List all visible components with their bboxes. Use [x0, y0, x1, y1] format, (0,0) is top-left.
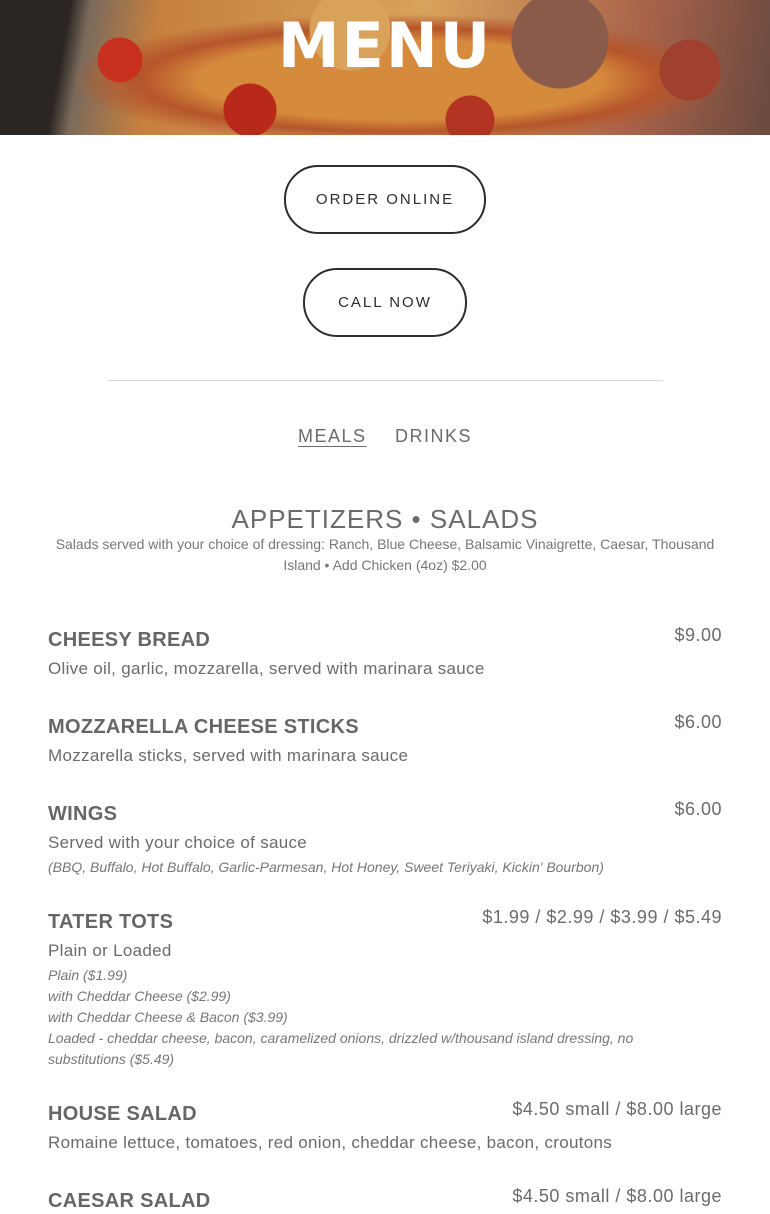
section-title: APPETIZERS • SALADS [231, 504, 539, 534]
item-price: $9.00 [674, 625, 722, 645]
item-price: $4.50 small / $8.00 large [512, 1099, 722, 1119]
item-name: WINGS [48, 803, 118, 825]
item-description: Mozzarella sticks, served with marinara sauce [48, 746, 409, 765]
item-name: MOZZARELLA CHEESE STICKS [48, 716, 359, 738]
item-note: Plain ($1.99) [48, 967, 128, 983]
divider [107, 380, 663, 381]
menu-item [48, 714, 722, 770]
item-name: TATER TOTS [48, 911, 174, 933]
item-price: $6.00 [674, 712, 722, 732]
item-description: Served with your choice of sauce [48, 833, 308, 852]
tab-drinks[interactable]: DRINKS [395, 426, 473, 446]
menu-item [48, 801, 722, 878]
item-price: $1.99 / $2.99 / $3.99 / $5.49 [482, 907, 722, 927]
item-description: Romaine lettuce, tomatoes, red onion, cheddar cheese, bacon, croutons [48, 1133, 613, 1152]
item-price: $6.00 [674, 799, 722, 819]
menu-tabs [0, 426, 770, 447]
menu-item [48, 627, 722, 683]
item-name: CAESAR SALAD [48, 1190, 211, 1212]
item-name: HOUSE SALAD [48, 1103, 197, 1125]
item-description: Plain or Loaded [48, 941, 172, 960]
menu-item [48, 1188, 722, 1214]
hero-banner [0, 0, 770, 135]
menu-item [48, 909, 722, 1070]
section-description: Salads served with your choice of dressing: Ranch, Blue Cheese, Balsamic Vinaigrette, Caesar, Thousand Island • Add Chicken (4oz) $2.00 [55, 536, 715, 573]
call-now-button[interactable]: CALL NOW [303, 268, 467, 337]
item-description: Olive oil, garlic, mozzarella, served with marinara sauce [48, 659, 485, 678]
item-note: with Cheddar Cheese & Bacon ($3.99) [48, 1009, 288, 1025]
item-price: $4.50 small / $8.00 large [512, 1186, 722, 1206]
order-online-button[interactable]: ORDER ONLINE [284, 165, 486, 234]
item-note: Loaded - cheddar cheese, bacon, caramelized onions, drizzled w/thousand island dressing, no substitutions ($5.49) [48, 1030, 634, 1067]
item-note: (BBQ, Buffalo, Hot Buffalo, Garlic-Parmesan, Hot Honey, Sweet Teriyaki, Kickin' Bourbon) [48, 859, 604, 875]
page-title: MENU [277, 9, 493, 82]
tab-meals[interactable]: MEALS [297, 426, 367, 446]
item-name: CHEESY BREAD [48, 629, 211, 651]
item-note: with Cheddar Cheese ($2.99) [48, 988, 231, 1004]
menu-item [48, 1101, 722, 1157]
